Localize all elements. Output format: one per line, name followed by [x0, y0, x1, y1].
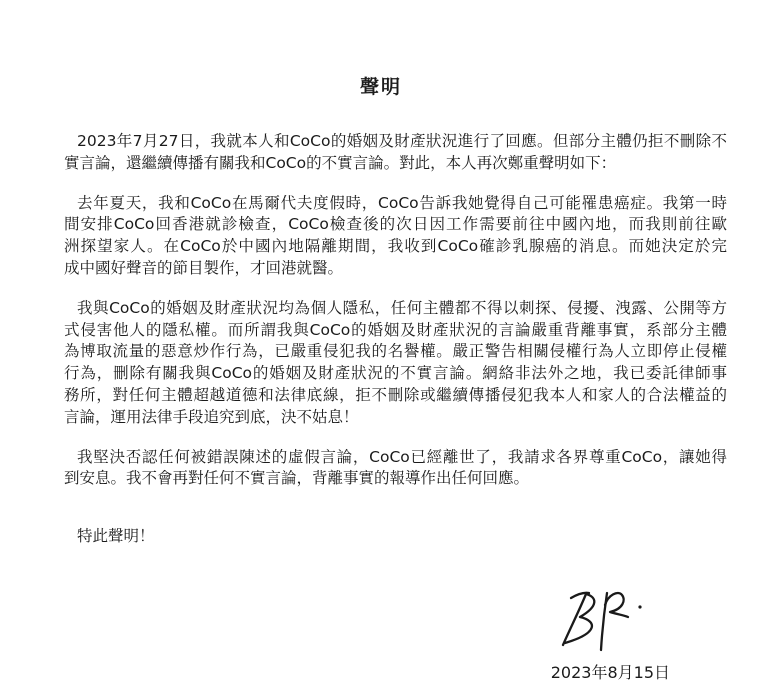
signature-block — [556, 583, 656, 658]
statement-line: 式侵害他人的隱私權。而所謂我與CoCo的婚姻及財產狀況的言論嚴重背離事實，系部分主體 — [64, 320, 727, 339]
statement-date: 2023年8月15日 — [550, 663, 670, 682]
statement-line: 為博取流量的惡意炒作行為，已嚴重侵犯我的名譽權。嚴正警告相關侵權行為人立即停止侵權 — [64, 342, 727, 361]
statement-line: 2023年7月27日，我就本人和CoCo的婚姻及財產狀況進行了回應。但部分主體仍拒不刪除不 — [77, 132, 727, 150]
statement-line: 行為，刪除有關我與CoCo的婚姻及財產狀況的不實言論。網絡非法外之地，我已委託律師事 — [64, 364, 727, 383]
statement-body — [64, 131, 727, 566]
statement-paragraph-1 — [64, 131, 727, 175]
statement-title: 聲明 — [359, 76, 402, 98]
statement-line: 去年夏天，我和CoCo在馬爾代夫度假時，CoCo告訴我她覺得自己可能罹患癌症。我第一時 — [77, 193, 727, 212]
br-signature-icon — [556, 583, 656, 658]
statement-closing — [64, 508, 727, 548]
statement-paragraph-3 — [64, 298, 727, 429]
statement-paragraph-4 — [64, 447, 727, 491]
statement-line: 我堅決否認任何被錯誤陳述的虛假言論，CoCo已經離世了，我請求各界尊重CoCo，讓她得 — [77, 447, 727, 466]
statement-line: 成中國好聲音的節目製作，才回港就醫。 — [64, 258, 344, 277]
statement-line: 務所，對任何主體超越道德和法律底線，拒不刪除或繼續傳播侵犯我本人和家人的合法權益的 — [64, 385, 727, 404]
statement-line: 到安息。我不會再對任何不實言論，背離事實的報導作出任何回應。 — [64, 469, 530, 488]
statement-line: 間安排CoCo回香港就診檢查，CoCo檢查後的次日因工作需要前往中國內地，而我則前往歐 — [64, 215, 727, 234]
statement-line: 言論，運用法律手段追究到底，決不姑息！ — [64, 407, 359, 426]
statement-line: 洲探望家人。在CoCo於中國內地隔離期間，我收到CoCo確診乳腺癌的消息。而她決定於完 — [64, 237, 727, 256]
statement-line: 實言論，還繼續傳播有關我和CoCo的不實言論。對此，本人再次鄭重聲明如下： — [64, 153, 617, 172]
statement-paragraph-2 — [64, 193, 727, 280]
statement-line: 我與CoCo的婚姻及財產狀況均為個人隱私，任何主體都不得以刺探、侵擾、洩露、公開等方 — [77, 298, 727, 317]
statement-closing-line: 特此聲明！ — [77, 527, 155, 546]
